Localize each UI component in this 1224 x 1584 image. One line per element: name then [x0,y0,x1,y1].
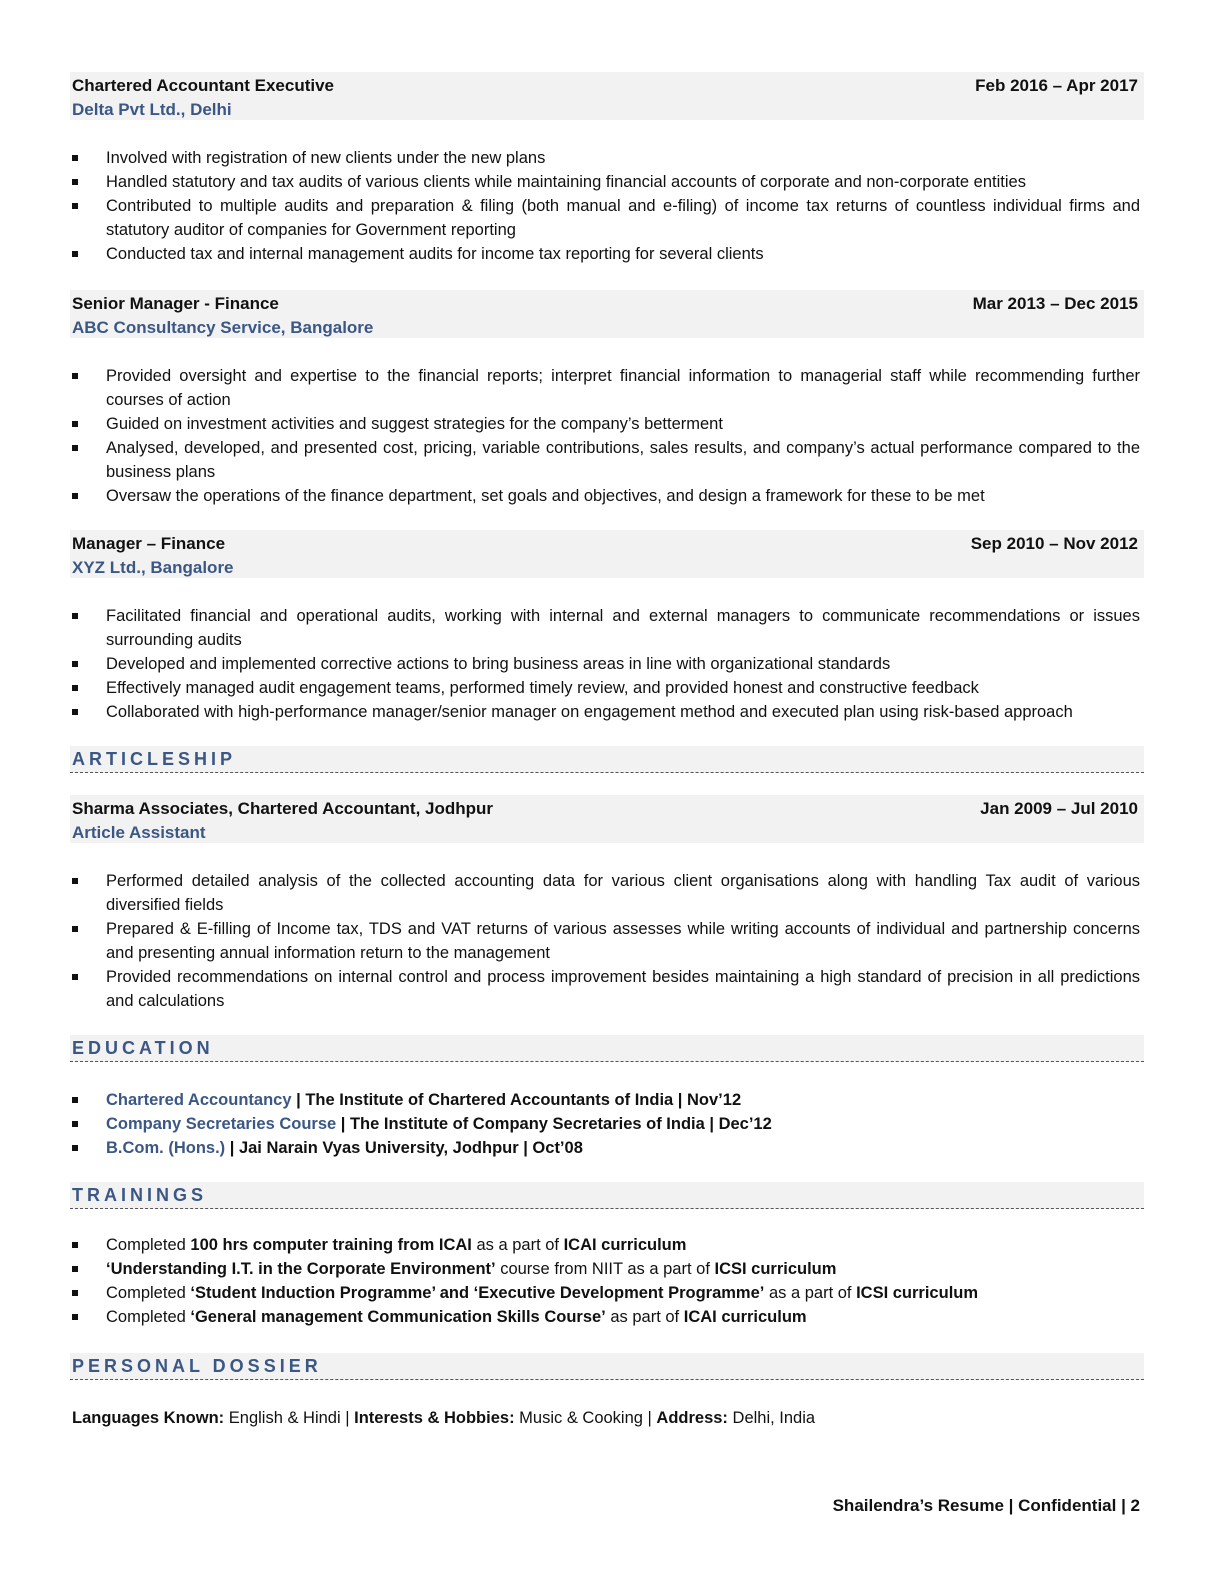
job-bullets [70,604,1144,724]
training-bold: ICAI curriculum [683,1308,807,1326]
bullet-item: Analysed, developed, and presented cost, pricing, variable contributions, sales results, and company’s actual performance compared to the business plans [70,436,1144,484]
bullet-item: Guided on investment activities and suggest strategies for the company’s betterment [70,412,1144,436]
job-title: Sharma Associates, Chartered Accountant, Jodhpur [72,799,494,818]
degree-name: Chartered Accountancy [106,1091,292,1109]
bullet-item: Provided recommendations on internal control and process improvement besides maintaining a high standard of precision in all predictions and calculations [70,965,1144,1013]
section-title: PERSONAL DOSSIER [72,1356,322,1376]
bullet-item: Contributed to multiple audits and preparation & filing (both manual and e-filing) of income tax returns of countless individual firms and statutory auditor of companies for Government reporting [70,194,1144,242]
job-bullets [70,364,1144,508]
degree-institution: | The Institute of Chartered Accountants of India | Nov’12 [291,1091,742,1109]
job-title: Manager – Finance [72,534,226,553]
job-company: XYZ Ltd., Bangalore [72,558,234,577]
section-title: TRAININGS [72,1185,207,1205]
education-item [70,1088,1144,1112]
training-bold: ICAI curriculum [563,1236,687,1254]
education-item [70,1112,1144,1136]
training-bold: ‘General management Communication Skills Course’ [190,1308,606,1326]
job-dates: Feb 2016 – Apr 2017 [975,76,1138,95]
languages-value: English & Hindi | [224,1409,355,1427]
bullet-item: Oversaw the operations of the finance department, set goals and objectives, and design a framework for these to be met [70,484,1144,508]
bullet-item: Facilitated financial and operational audits, working with internal and external managers to communicate recommendations or issues surrounding audits [70,604,1144,652]
section-header-trainings [70,1182,1144,1209]
training-text: as a part of [471,1236,564,1254]
trainings-list [70,1233,1144,1329]
section-header-articleship [70,746,1144,773]
training-item [70,1281,1144,1305]
education-list [70,1088,1144,1160]
bullet-item: Collaborated with high-performance manager/senior manager on engagement method and executed plan using risk-based approach [70,700,1144,724]
job-dates: Sep 2010 – Nov 2012 [970,534,1138,553]
degree-institution: | Jai Narain Vyas University, Jodhpur | Oct’08 [225,1139,583,1157]
job-title: Senior Manager - Finance [72,294,279,313]
articleship-bullets [70,869,1144,1013]
job-header [70,72,1144,120]
training-text: Completed [106,1308,191,1326]
section-title: EDUCATION [72,1038,214,1058]
address-label: Address: [656,1409,728,1427]
training-item [70,1257,1144,1281]
bullet-item: Conducted tax and internal management audits for income tax reporting for several clients [70,242,1144,266]
training-bold: ‘Understanding I.T. in the Corporate Environment’ [106,1260,496,1278]
job-dates: Mar 2013 – Dec 2015 [972,294,1138,313]
page-footer: Shailendra’s Resume | Confidential | 2 [832,1496,1140,1515]
training-bold: ICSI curriculum [714,1260,837,1278]
training-text: course from NIIT as a part of [495,1260,715,1278]
resume-page [70,72,1144,1430]
job-title: Chartered Accountant Executive [72,76,334,95]
training-text: Completed [106,1236,191,1254]
job-header [70,530,1144,578]
job-header [70,290,1144,338]
training-bold: ICSI curriculum [856,1284,979,1302]
bullet-item: Developed and implemented corrective actions to bring business areas in line with organizational standards [70,652,1144,676]
training-bold: ‘Student Induction Programme’ and ‘Executive Development Programme’ [190,1284,765,1302]
education-item [70,1136,1144,1160]
languages-label: Languages Known: [72,1409,225,1427]
degree-name: Company Secretaries Course [106,1115,337,1133]
section-title: ARTICLESHIP [72,749,237,769]
address-value: Delhi, India [727,1409,816,1427]
bullet-item: Provided oversight and expertise to the financial reports; interpret financial information to managerial staff while recommending further courses of action [70,364,1144,412]
interests-label: Interests & Hobbies: [354,1409,515,1427]
personal-dossier [70,1406,1144,1430]
job-dates: Jan 2009 – Jul 2010 [980,799,1138,818]
degree-institution: | The Institute of Company Secretaries of India | Dec’12 [336,1115,772,1133]
job-bullets [70,146,1144,266]
training-bold: 100 hrs computer training from ICAI [190,1236,472,1254]
job-header [70,795,1144,843]
bullet-item: Performed detailed analysis of the collected accounting data for various client organisations along with handling Tax audit of various diversified fields [70,869,1144,917]
bullet-item: Effectively managed audit engagement teams, performed timely review, and provided honest and constructive feedback [70,676,1144,700]
bullet-item: Handled statutory and tax audits of various clients while maintaining financial accounts of corporate and non-corporate entities [70,170,1144,194]
training-item [70,1233,1144,1257]
bullet-item: Involved with registration of new clients under the new plans [70,146,1144,170]
section-header-education [70,1035,1144,1062]
training-item [70,1305,1144,1329]
training-text: as part of [605,1308,684,1326]
job-company: ABC Consultancy Service, Bangalore [72,318,374,337]
degree-name: B.Com. (Hons.) [106,1139,226,1157]
job-role: Article Assistant [72,823,206,842]
bullet-item: Prepared & E-filling of Income tax, TDS and VAT returns of various assesses while writing accounts of individual and partnership concerns and presenting annual information return to the management [70,917,1144,965]
training-text: Completed [106,1284,191,1302]
training-text: as a part of [764,1284,857,1302]
section-header-dossier [70,1353,1144,1380]
interests-value: Music & Cooking | [514,1409,657,1427]
job-company: Delta Pvt Ltd., Delhi [72,100,232,119]
